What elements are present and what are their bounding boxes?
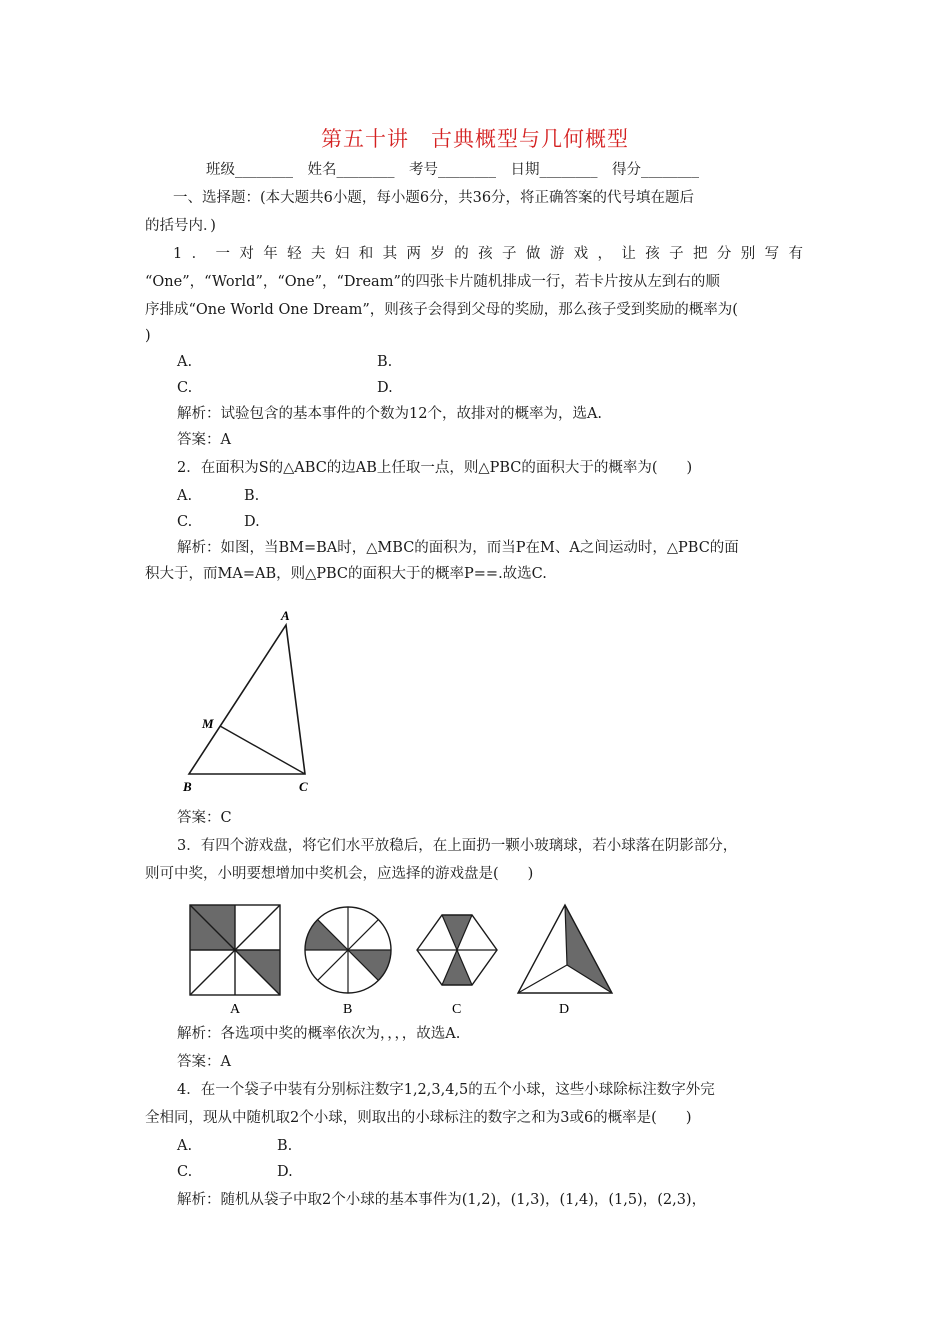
q2-option-d: D.	[244, 514, 260, 530]
q4-option-c: C.	[177, 1164, 193, 1180]
q1-option-d: D.	[377, 380, 393, 396]
q2-analysis-line2: 积大于，而MA=AB，则△PBC的面积大于的概率P==.故选C.	[145, 566, 547, 582]
q2-answer: 答案：C	[177, 810, 232, 826]
q1-option-b: B.	[377, 354, 393, 370]
q1-analysis: 解析：试验包含的基本事件的个数为12个，故排对的概率为，选A.	[177, 406, 603, 422]
label-b: B	[183, 779, 192, 794]
q4-stem-line2: 全相同，现从中随机取2个小球，则取出的小球标注的数字之和为3或6的概率是( )	[145, 1110, 692, 1126]
game-boards-figure	[180, 895, 620, 1020]
q2-option-a: A.	[177, 488, 193, 504]
q4-stem-line1: 4．在一个袋子中装有分别标注数字1,2,3,4,5的五个小球，这些小球除标注数字外完	[177, 1082, 715, 1098]
q3-stem-line2: 则可中奖，小明要想增加中奖机会，应选择的游戏盘是( )	[145, 866, 534, 882]
q1-stem-line2: “One”，“World”，“One”，“Dream”的四张卡片随机排成一行，若卡片按从左到右的顺	[145, 274, 720, 290]
q1-option-c: C.	[177, 380, 193, 396]
label-c: C	[299, 779, 308, 794]
triangle-abc	[189, 625, 305, 774]
triangle-figure	[180, 605, 320, 800]
board-label-b: B	[343, 1002, 353, 1017]
q4-option-d: D.	[277, 1164, 293, 1180]
section-heading-cont: 的括号内．)	[145, 218, 216, 234]
q1-stem-line4: )	[145, 328, 151, 344]
section-heading: 一、选择题：(本大题共6小题，每小题6分，共36分，将正确答案的代号填在题后	[173, 190, 695, 206]
q4-option-a: A.	[177, 1138, 193, 1154]
label-m: M	[202, 716, 214, 731]
board-d	[518, 905, 612, 993]
q2-stem: 2．在面积为S的△ABC的边AB上任取一点，则△PBC的面积大于的概率为( )	[177, 460, 693, 476]
q2-option-c: C.	[177, 514, 193, 530]
q1-stem-line1: 1．一对年轻夫妇和其两岁的孩子做游戏，让孩子把分别写有	[173, 246, 803, 262]
board-c	[417, 915, 497, 985]
header-fields: 班级________ 姓名________ 考号________ 日期________ 得分________	[206, 162, 699, 178]
label-a: A	[281, 608, 290, 623]
board-label-a: A	[230, 1002, 241, 1017]
board-b	[305, 907, 391, 993]
board-label-d: D	[559, 1002, 570, 1017]
q3-answer: 答案：A	[177, 1054, 231, 1070]
q2-analysis-line1: 解析：如图，当BM=BA时，△MBC的面积为，而当P在M、A之间运动时，△PBC的面	[177, 540, 739, 556]
q1-stem-line3: 序排成“One World One Dream”，则孩子会得到父母的奖励，那么孩子受到奖励的概率为(	[145, 302, 738, 318]
q4-analysis: 解析：随机从袋子中取2个小球的基本事件为(1,2)，(1,3)，(1,4)，(1,5)，(2,3)，	[177, 1192, 707, 1208]
board-label-c: C	[452, 1002, 462, 1017]
q2-option-b: B.	[244, 488, 260, 504]
q3-stem-line1: 3．有四个游戏盘，将它们水平放稳后，在上面扔一颗小玻璃球，若小球落在阴影部分，	[177, 838, 738, 854]
segment-mc	[220, 726, 305, 774]
q4-option-b: B.	[277, 1138, 293, 1154]
q1-answer: 答案：A	[177, 432, 231, 448]
q3-analysis: 解析：各选项中奖的概率依次为，，，，故选A.	[177, 1026, 461, 1042]
page-title: 第五十讲 古典概型与几何概型	[321, 127, 629, 151]
q1-option-a: A.	[177, 354, 193, 370]
